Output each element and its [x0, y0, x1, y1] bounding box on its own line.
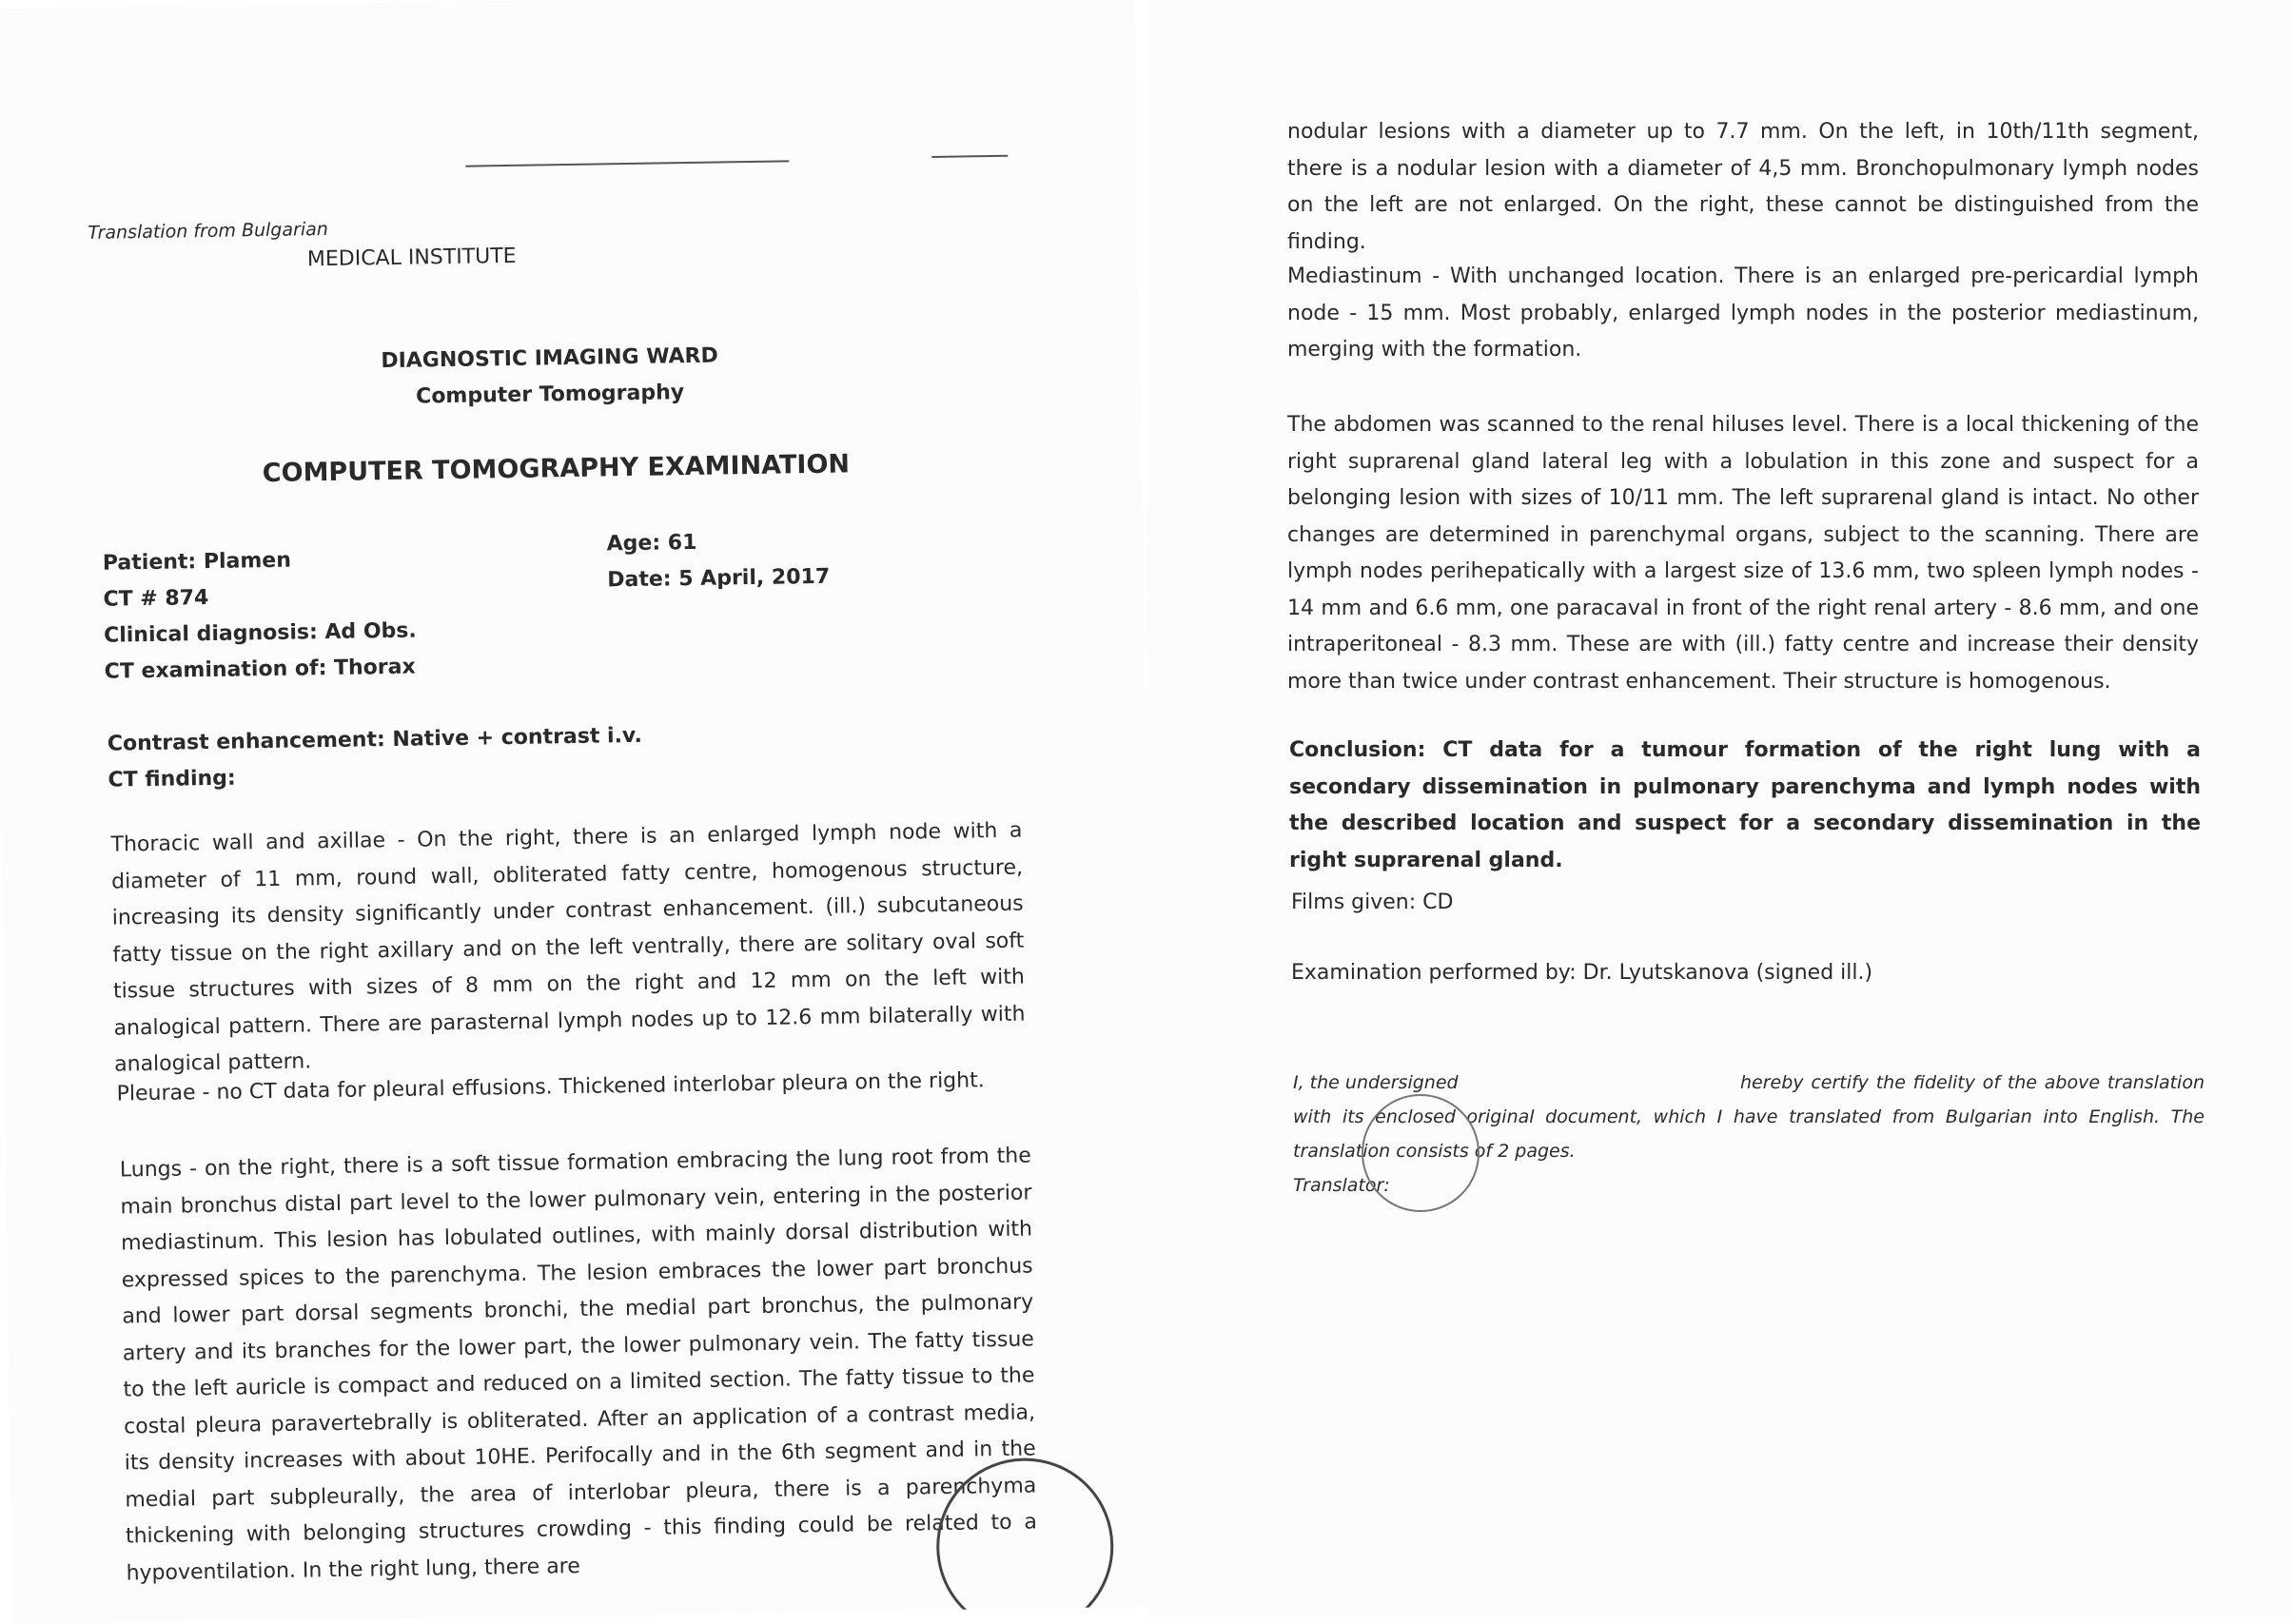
ct-finding-label: CT finding:: [108, 766, 236, 792]
clinical-diagnosis: Clinical diagnosis: Ad Obs.: [103, 618, 417, 648]
exam-date: Date: 5 April, 2017: [607, 564, 831, 593]
films-given: Films given: CD: [1291, 890, 1454, 914]
scan-line: [465, 160, 789, 166]
translator-label: Translator:: [1293, 1175, 1390, 1196]
document-title: COMPUTER TOMOGRAPHY EXAMINATION: [262, 449, 851, 489]
certification-statement: hereby certify the fidelity of the above translation with its enclosed original document, which I have translated from Bulgarian into English. The translation consists of 2 pages.: [1293, 1072, 2205, 1162]
patient-name: Patient: Plamen: [102, 548, 292, 576]
contrast-enhancement: Contrast enhancement: Native + contrast i.v.: [107, 723, 643, 756]
paragraph-thoracic-wall: Thoracic wall and axillae - On the right, there is an enlarged lymph node with a diameter of 11 mm, round wall, obliterated fatty centre, homogenous structure, increasing its density significantly under contrast enhancement. (ill.) subcutaneous fatty tissue on the right axillary and on the left ventrally, there are solitary oval soft tissue structures with sizes of 8 mm on the right and 12 mm on the left with analogical pattern. There are parasternal lymph nodes up to 12.6 mm bilaterally with analogical pattern.: [110, 818, 1026, 1077]
ct-number: CT # 874: [103, 585, 209, 612]
translation-note: Translation from Bulgarian: [88, 218, 328, 244]
institute-name: MEDICAL INSTITUTE: [306, 244, 517, 272]
scan-line: [931, 155, 1008, 158]
paragraph-lungs: Lungs - on the right, there is a soft tissue formation embracing the lung root from the main bronchus distal part level to the lower pulmonary vein, entering in the posterior mediastinum. This lesion has lobulated outlines, with mainly dorsal distribution with expressed spices to the parenchyma. The lesion embraces the lower part bronchus and lower part dorsal segments bronchi, the medial part bronchus, the pulmonary artery and its branches for the lower part, the lower pulmonary vein. The fatty tissue to the left auricle is compact and reduced on a limited section. The fatty tissue to the costal pleura paravertebrally is obliterated. After an application of a contrast media, its density increases with about 10HE. Perifocally and in the 6th segment and in the medial part subpleurally, the area of interlobar pleura, there is a parenchyma thickening with belonging structures crowding - this finding could be related to a hypoventilation. In the right lung, there are: [119, 1144, 1038, 1585]
right-page: [1146, 0, 2293, 1615]
translator-stamp: [1362, 1094, 1480, 1212]
ward-title: DIAGNOSTIC IMAGING WARD: [381, 343, 718, 374]
conclusion: Conclusion: CT data for a tumour formation of the right lung with a secondary dissemination in pulmonary parenchyma and lymph nodes with the described location and suspect for a secondary dissemination in the right suprarenal gland.: [1289, 738, 2201, 872]
paragraph-abdomen: The abdomen was scanned to the renal hiluses level. There is a local thickening of the right suprarenal gland lateral leg with a lobulation in this zone and suspect for a belonging lesion with sizes of 10/11 mm. The left suprarenal gland is intact. No other changes are determined in parenchymal organs, subject to the scanning. There are lymph nodes perihepatically with a largest size of 13.6 mm, two spleen lymph nodes - 14 mm and 6.6 mm, one paracaval in front of the right renal artery - 8.6 mm, and one intraperitoneal - 8.3 mm. These are with (ill.) fatty centre and increase their density more than twice under contrast enhancement. Their structure is homogenous.: [1287, 413, 2199, 694]
paragraph-lung-continued: nodular lesions with a diameter up to 7.7 mm. On the left, in 10th/11th segment, there is a nodular lesion with a diameter of 4,5 mm. Bronchopulmonary lymph nodes on the left are not enlarged. On the right, these cannot be distinguished from the finding.: [1287, 120, 2199, 254]
ct-exam-of: CT examination of: Thorax: [104, 655, 416, 684]
certification-label: I, the undersigned: [1293, 1072, 1459, 1093]
ward-subtitle: Computer Tomography: [415, 381, 685, 409]
paragraph-mediastinum: Mediastinum - With unchanged location. There is an enlarged pre-pericardial lymph node - 15 mm. Most probably, enlarged lymph nodes in the posterior mediastinum, merging with the formation.: [1287, 264, 2199, 362]
paragraph-pleurae: Pleurae - no CT data for pleural effusions. Thickened interlobar pleura on the right.: [116, 1068, 985, 1106]
performed-by: Examination performed by: Dr. Lyutskanova (signed ill.): [1291, 961, 1873, 985]
patient-age: Age: 61: [606, 530, 697, 557]
